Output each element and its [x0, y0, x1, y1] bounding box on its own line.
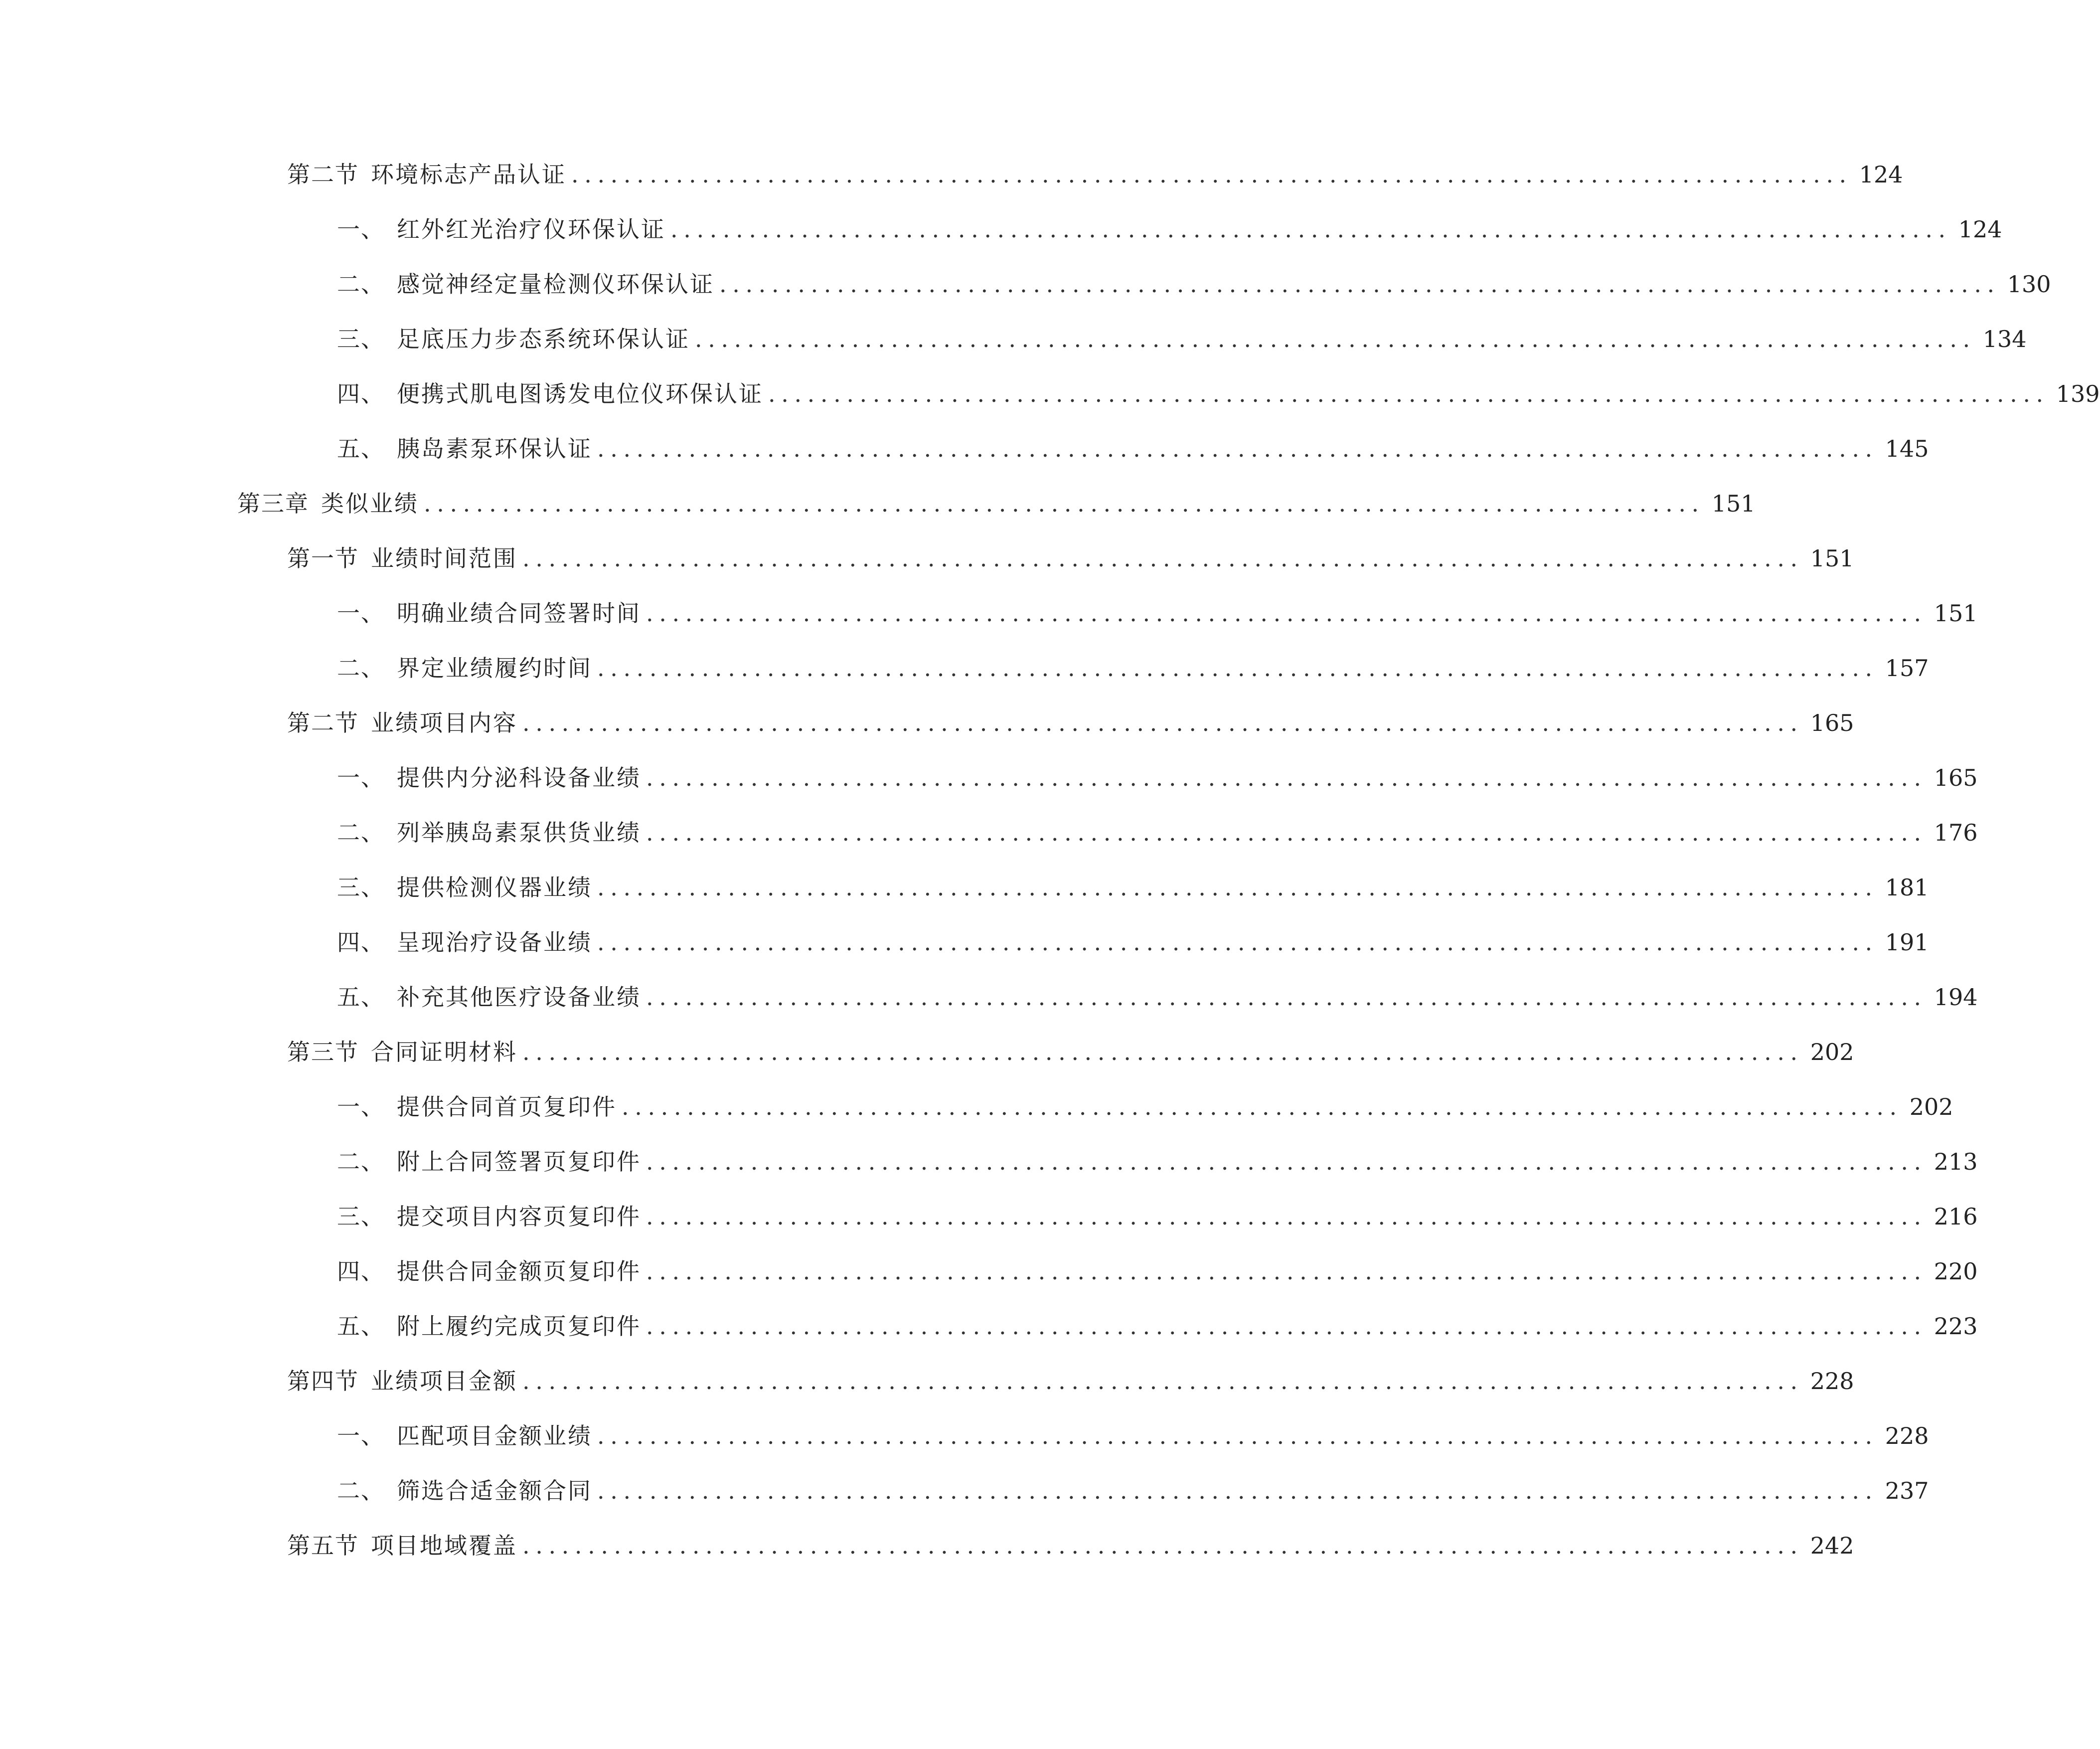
toc-entry[interactable]: [337, 648, 1929, 688]
toc-entry-page: 145: [1885, 435, 1929, 462]
toc-entry[interactable]: [337, 1251, 1978, 1291]
toc-entry-page: 139: [2056, 380, 2100, 407]
dot-leader: ..................................................................................................: [695, 326, 1976, 352]
toc-entry-number: 五、: [337, 984, 385, 1011]
toc-entry[interactable]: [337, 593, 1978, 633]
dot-leader: ..................................................................................................: [646, 1148, 1927, 1175]
toc-entry[interactable]: [337, 209, 2002, 249]
toc-entry-page: 151: [1711, 490, 1756, 517]
toc-entry-title: 附上履约完成页复印件: [397, 1313, 641, 1340]
dot-leader: ..................................................................................................: [646, 1258, 1927, 1285]
toc-entry-number: 第五节: [287, 1532, 359, 1559]
toc-entry-page: 181: [1885, 874, 1929, 901]
toc-entry-title: 列举胰岛素泵供货业绩: [397, 819, 641, 846]
toc-entry-title: 类似业绩: [321, 490, 419, 517]
toc-entry[interactable]: [337, 374, 2100, 414]
dot-leader: ..................................................................................................: [597, 929, 1878, 956]
toc-entry-page: 165: [1810, 709, 1854, 736]
toc-entry-number: 一、: [337, 1093, 385, 1120]
dot-leader: ..................................................................................................: [622, 1093, 1903, 1120]
toc-entry-number: 一、: [337, 216, 385, 243]
toc-entry-title: 环境标志产品认证: [371, 161, 566, 188]
toc-entry-title: 胰岛素泵环保认证: [397, 435, 592, 462]
toc-entry-page: 202: [1909, 1093, 1953, 1120]
toc-entry-page: 165: [1934, 764, 1978, 791]
toc-entry[interactable]: [287, 1032, 1854, 1072]
dot-leader: ..................................................................................................: [719, 271, 2000, 298]
toc-entry-number: 第四节: [287, 1368, 359, 1395]
dot-leader: ..................................................................................................: [571, 161, 1852, 188]
toc-entry-title: 业绩项目内容: [371, 709, 517, 736]
toc-entry-page: 157: [1885, 655, 1929, 682]
toc-entry-page: 237: [1885, 1477, 1929, 1504]
toc-entry-title: 项目地域覆盖: [371, 1532, 517, 1559]
toc-entry-number: 二、: [337, 1477, 385, 1504]
toc-entry-title: 匹配项目金额业绩: [397, 1422, 592, 1449]
dot-leader: ..................................................................................................: [646, 819, 1927, 846]
dot-leader: ..................................................................................................: [646, 600, 1927, 627]
toc-entry-page: 124: [1958, 216, 2002, 243]
toc-entry-number: 二、: [337, 1148, 385, 1175]
toc-entry[interactable]: [237, 484, 1756, 524]
dot-leader: ..................................................................................................: [522, 1368, 1803, 1395]
toc-entry[interactable]: [337, 977, 1978, 1017]
toc-entry-number: 二、: [337, 819, 385, 846]
dot-leader: ..................................................................................................: [670, 216, 1951, 243]
toc-entry-page: 228: [1885, 1422, 1929, 1449]
toc-entry-title: 红外红光治疗仪环保认证: [397, 216, 665, 243]
toc-entry-title: 提供合同金额页复印件: [397, 1258, 641, 1285]
toc-entry-number: 三、: [337, 326, 385, 352]
dot-leader: ..................................................................................................: [597, 1422, 1878, 1449]
toc-entry[interactable]: [287, 155, 1903, 194]
toc-entry[interactable]: [337, 1197, 1978, 1236]
toc-entry-number: 四、: [337, 929, 385, 956]
toc-entry-page: 130: [2007, 271, 2051, 298]
toc-entry-page: 191: [1885, 929, 1929, 956]
toc-entry-number: 第三节: [287, 1039, 359, 1065]
toc-entry-number: 五、: [337, 1313, 385, 1340]
dot-leader: ..................................................................................................: [768, 380, 2049, 407]
dot-leader: ..................................................................................................: [646, 984, 1927, 1011]
dot-leader: ..................................................................................................: [597, 874, 1878, 901]
toc-entry-page: 216: [1934, 1203, 1978, 1230]
toc-entry-title: 提交项目内容页复印件: [397, 1203, 641, 1230]
toc-entry[interactable]: [287, 538, 1854, 578]
toc-entry[interactable]: [337, 813, 1978, 853]
toc-entry-number: 三、: [337, 1203, 385, 1230]
toc-entry-title: 感觉神经定量检测仪环保认证: [397, 271, 714, 298]
dot-leader: ..................................................................................................: [522, 1039, 1803, 1065]
toc-entry[interactable]: [287, 1526, 1854, 1566]
toc-entry-number: 三、: [337, 874, 385, 901]
toc-entry-title: 便携式肌电图诱发电位仪环保认证: [397, 380, 763, 407]
toc-entry-page: 223: [1934, 1313, 1978, 1340]
toc-entry[interactable]: [337, 758, 1978, 798]
toc-entry[interactable]: [337, 1471, 1929, 1511]
toc-entry[interactable]: [337, 264, 2051, 304]
toc-entry-page: 176: [1934, 819, 1978, 846]
toc-entry-number: 第二节: [287, 161, 359, 188]
toc-entry-title: 呈现治疗设备业绩: [397, 929, 592, 956]
toc-entry[interactable]: [337, 429, 1929, 469]
dot-leader: ..................................................................................................: [522, 1532, 1803, 1559]
toc-entry-number: 第三章: [237, 490, 309, 517]
dot-leader: ..................................................................................................: [522, 709, 1803, 736]
dot-leader: ..................................................................................................: [646, 1313, 1927, 1340]
dot-leader: ..................................................................................................: [597, 435, 1878, 462]
toc-entry-title: 提供合同首页复印件: [397, 1093, 617, 1120]
toc-entry-title: 提供内分泌科设备业绩: [397, 764, 641, 791]
toc-entry-number: 第一节: [287, 545, 359, 572]
toc-entry-page: 220: [1934, 1258, 1978, 1285]
toc-entry[interactable]: [337, 868, 1929, 907]
toc-entry-number: 四、: [337, 1258, 385, 1285]
toc-entry-number: 第二节: [287, 709, 359, 736]
toc-entry-number: 一、: [337, 600, 385, 627]
toc-entry-page: 151: [1934, 600, 1978, 627]
toc-entry-page: 213: [1934, 1148, 1978, 1175]
toc-entry-page: 228: [1810, 1368, 1854, 1395]
toc-entry-page: 202: [1810, 1039, 1854, 1065]
toc-entry-title: 提供检测仪器业绩: [397, 874, 592, 901]
toc-entry-title: 业绩项目金额: [371, 1368, 517, 1395]
toc-entry-page: 194: [1934, 984, 1978, 1011]
toc-entry-number: 四、: [337, 380, 385, 407]
toc-entry-page: 134: [1982, 326, 2027, 352]
toc-entry[interactable]: [337, 922, 1929, 962]
toc-entry-page: 151: [1810, 545, 1854, 572]
toc-entry[interactable]: [337, 1142, 1978, 1182]
dot-leader: ..................................................................................................: [646, 1203, 1927, 1230]
toc-entry[interactable]: [337, 319, 2027, 359]
toc-entry-number: 二、: [337, 655, 385, 682]
toc-entry-number: 一、: [337, 1422, 385, 1449]
dot-leader: ..................................................................................................: [646, 764, 1927, 791]
toc-entry-page: 242: [1810, 1532, 1854, 1559]
toc-entry-number: 二、: [337, 271, 385, 298]
toc-entry[interactable]: [287, 1361, 1854, 1401]
toc-entry-title: 足底压力步态系统环保认证: [397, 326, 690, 352]
dot-leader: ..................................................................................................: [522, 545, 1803, 572]
toc-entry-title: 业绩时间范围: [371, 545, 517, 572]
toc-entry-number: 一、: [337, 764, 385, 791]
toc-entry-title: 合同证明材料: [371, 1039, 517, 1065]
toc-entry[interactable]: [337, 1087, 1953, 1127]
toc-entry[interactable]: [337, 1306, 1978, 1346]
toc-entry[interactable]: [337, 1416, 1929, 1456]
toc-entry-title: 明确业绩合同签署时间: [397, 600, 641, 627]
toc-entry-title: 筛选合适金额合同: [397, 1477, 592, 1504]
toc-entry[interactable]: [287, 703, 1854, 743]
toc-entry-page: 124: [1859, 161, 1903, 188]
dot-leader: ..................................................................................................: [424, 490, 1705, 517]
toc-entry-title: 界定业绩履约时间: [397, 655, 592, 682]
toc-entry-number: 五、: [337, 435, 385, 462]
toc-entry-title: 补充其他医疗设备业绩: [397, 984, 641, 1011]
toc-entry-title: 附上合同签署页复印件: [397, 1148, 641, 1175]
dot-leader: ..................................................................................................: [597, 1477, 1878, 1504]
dot-leader: ..................................................................................................: [597, 655, 1878, 682]
